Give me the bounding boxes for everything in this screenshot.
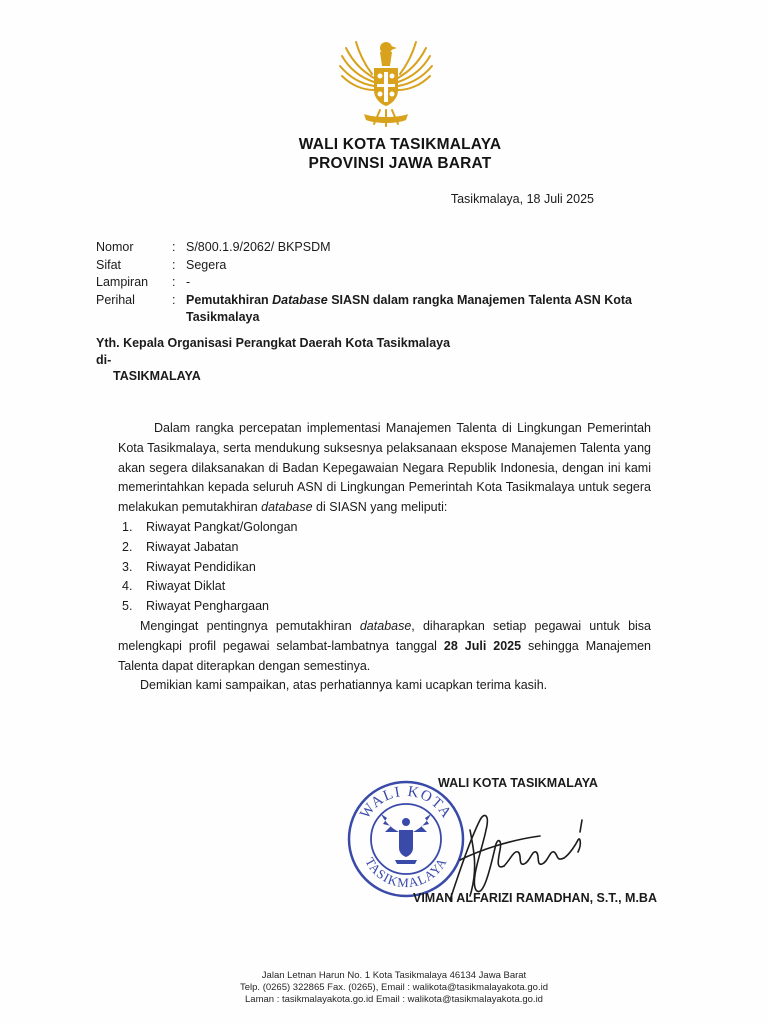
letter-body	[118, 419, 651, 696]
meta-label-lampiran: Lampiran	[96, 275, 149, 289]
meta-colon: :	[172, 292, 176, 307]
meta-row-sifat	[96, 257, 656, 275]
meta-row-nomor	[96, 239, 656, 257]
letter-footer	[0, 970, 768, 1006]
footer-website: Laman : tasikmalayakota.go.id Email : walikota@tasikmalayakota.go.id	[245, 994, 543, 1005]
list-item	[118, 518, 651, 538]
meta-value-perihal	[186, 292, 656, 327]
list-item	[118, 597, 651, 617]
body-paragraph-1	[118, 419, 651, 518]
para1-text-end: di SIASN yang meliputi:	[312, 500, 448, 515]
stamp-text-bottom: TASIKMALAYA	[362, 854, 450, 891]
meta-label-nomor: Nomor	[96, 240, 134, 254]
para1-text-start: Dalam rangka percepatan implementasi Manajemen Talenta di Lingkungan Pemerintah Kota Tasikmalaya, serta mendukung suksesnya pelaksanaan ekspose Manajemen Talenta yang akan segera dilaksanakan di Badan Kepegawaian Negara Republik Indonesia, dengan ini kami memerintahkan kepada seluruh ASN di Lingkungan Pemerintah Kota Tasikmalaya untuk segera melakukan pemutakhiran	[118, 421, 651, 515]
list-item	[118, 577, 651, 597]
recipient-city: TASIKMALAYA	[113, 369, 201, 383]
list-item	[118, 558, 651, 578]
meta-label-perihal: Perihal	[96, 292, 135, 307]
perihal-text-italic: Database	[272, 292, 328, 307]
para1-text-italic: database	[261, 500, 313, 515]
meta-colon: :	[172, 240, 176, 254]
para2-text-italic: database	[359, 618, 412, 633]
garuda-emblem-icon	[334, 34, 438, 130]
list-item-text: Riwayat Diklat	[146, 579, 226, 594]
list-item	[118, 538, 651, 558]
perihal-text-end: SIASN dalam rangka Manajemen Talenta ASN Kota Tasikmalaya	[186, 292, 632, 324]
para2-text-start: Mengingat pentingnya pemutakhiran	[140, 618, 360, 633]
meta-colon: :	[172, 257, 176, 272]
recipient-di: di-	[96, 352, 112, 367]
list-item-text: Riwayat Pendidikan	[146, 559, 256, 574]
list-item-text: Riwayat Jabatan	[146, 539, 239, 554]
perihal-text-start: Pemutakhiran	[186, 292, 273, 307]
signatory-title: WALI KOTA TASIKMALAYA	[438, 776, 598, 790]
letter-metadata	[96, 239, 656, 327]
letterhead-subtitle: PROVINSI JAWA BARAT	[308, 155, 492, 172]
meta-row-lampiran	[96, 274, 656, 292]
body-paragraph-2	[118, 617, 651, 676]
meta-row-perihal	[96, 292, 656, 327]
meta-value-nomor: S/800.1.9/2062/ BKPSDM	[186, 240, 331, 254]
history-list	[118, 518, 651, 617]
meta-label-sifat: Sifat	[96, 257, 122, 272]
para2-text-end: sehingga Manajemen Talenta dapat diterapkan dengan semestinya.	[118, 638, 652, 673]
recipient-name: Yth. Kepala Organisasi Perangkat Daerah Kota Tasikmalaya	[96, 336, 451, 350]
list-item-number: 5.	[122, 599, 133, 614]
letterhead-title: WALI KOTA TASIKMALAYA	[298, 136, 502, 153]
closing-paragraph: Demikian kami sampaikan, atas perhatiannya kami ucapkan terima kasih.	[140, 678, 548, 693]
letter-date: Tasikmalaya, 18 Juli 2025	[450, 192, 594, 206]
para2-deadline: 28 Juli 2025	[443, 638, 522, 653]
meta-colon: :	[172, 275, 176, 289]
signatory-name: VIMAN ALFARIZI RAMADHAN, S.T., M.BA	[413, 891, 657, 905]
para2-text-mid: , diharapkan setiap pegawai untuk bisa melengkapi profil pegawai selambat-lambatnya tanggal	[118, 618, 652, 653]
meta-value-sifat: Segera	[186, 257, 227, 272]
recipient-block	[96, 335, 450, 385]
list-item-text: Riwayat Penghargaan	[146, 599, 269, 614]
list-item-text: Riwayat Pangkat/Golongan	[146, 519, 298, 534]
stamp-text-top: WALI KOTA	[357, 783, 455, 822]
meta-value-lampiran: -	[186, 275, 191, 289]
list-item-number: 3.	[122, 559, 133, 574]
footer-contact: Telp. (0265) 322865 Fax. (0265), Email : walikota@tasikmalayakota.go.id	[240, 982, 548, 993]
list-item-number: 2.	[122, 539, 133, 554]
list-item-number: 4.	[122, 579, 133, 594]
svg-text:TASIKMALAYA	[362, 855, 450, 891]
footer-address: Jalan Letnan Harun No. 1 Kota Tasikmalaya 46134 Jawa Barat	[261, 970, 527, 981]
list-item-number: 1.	[122, 519, 133, 534]
